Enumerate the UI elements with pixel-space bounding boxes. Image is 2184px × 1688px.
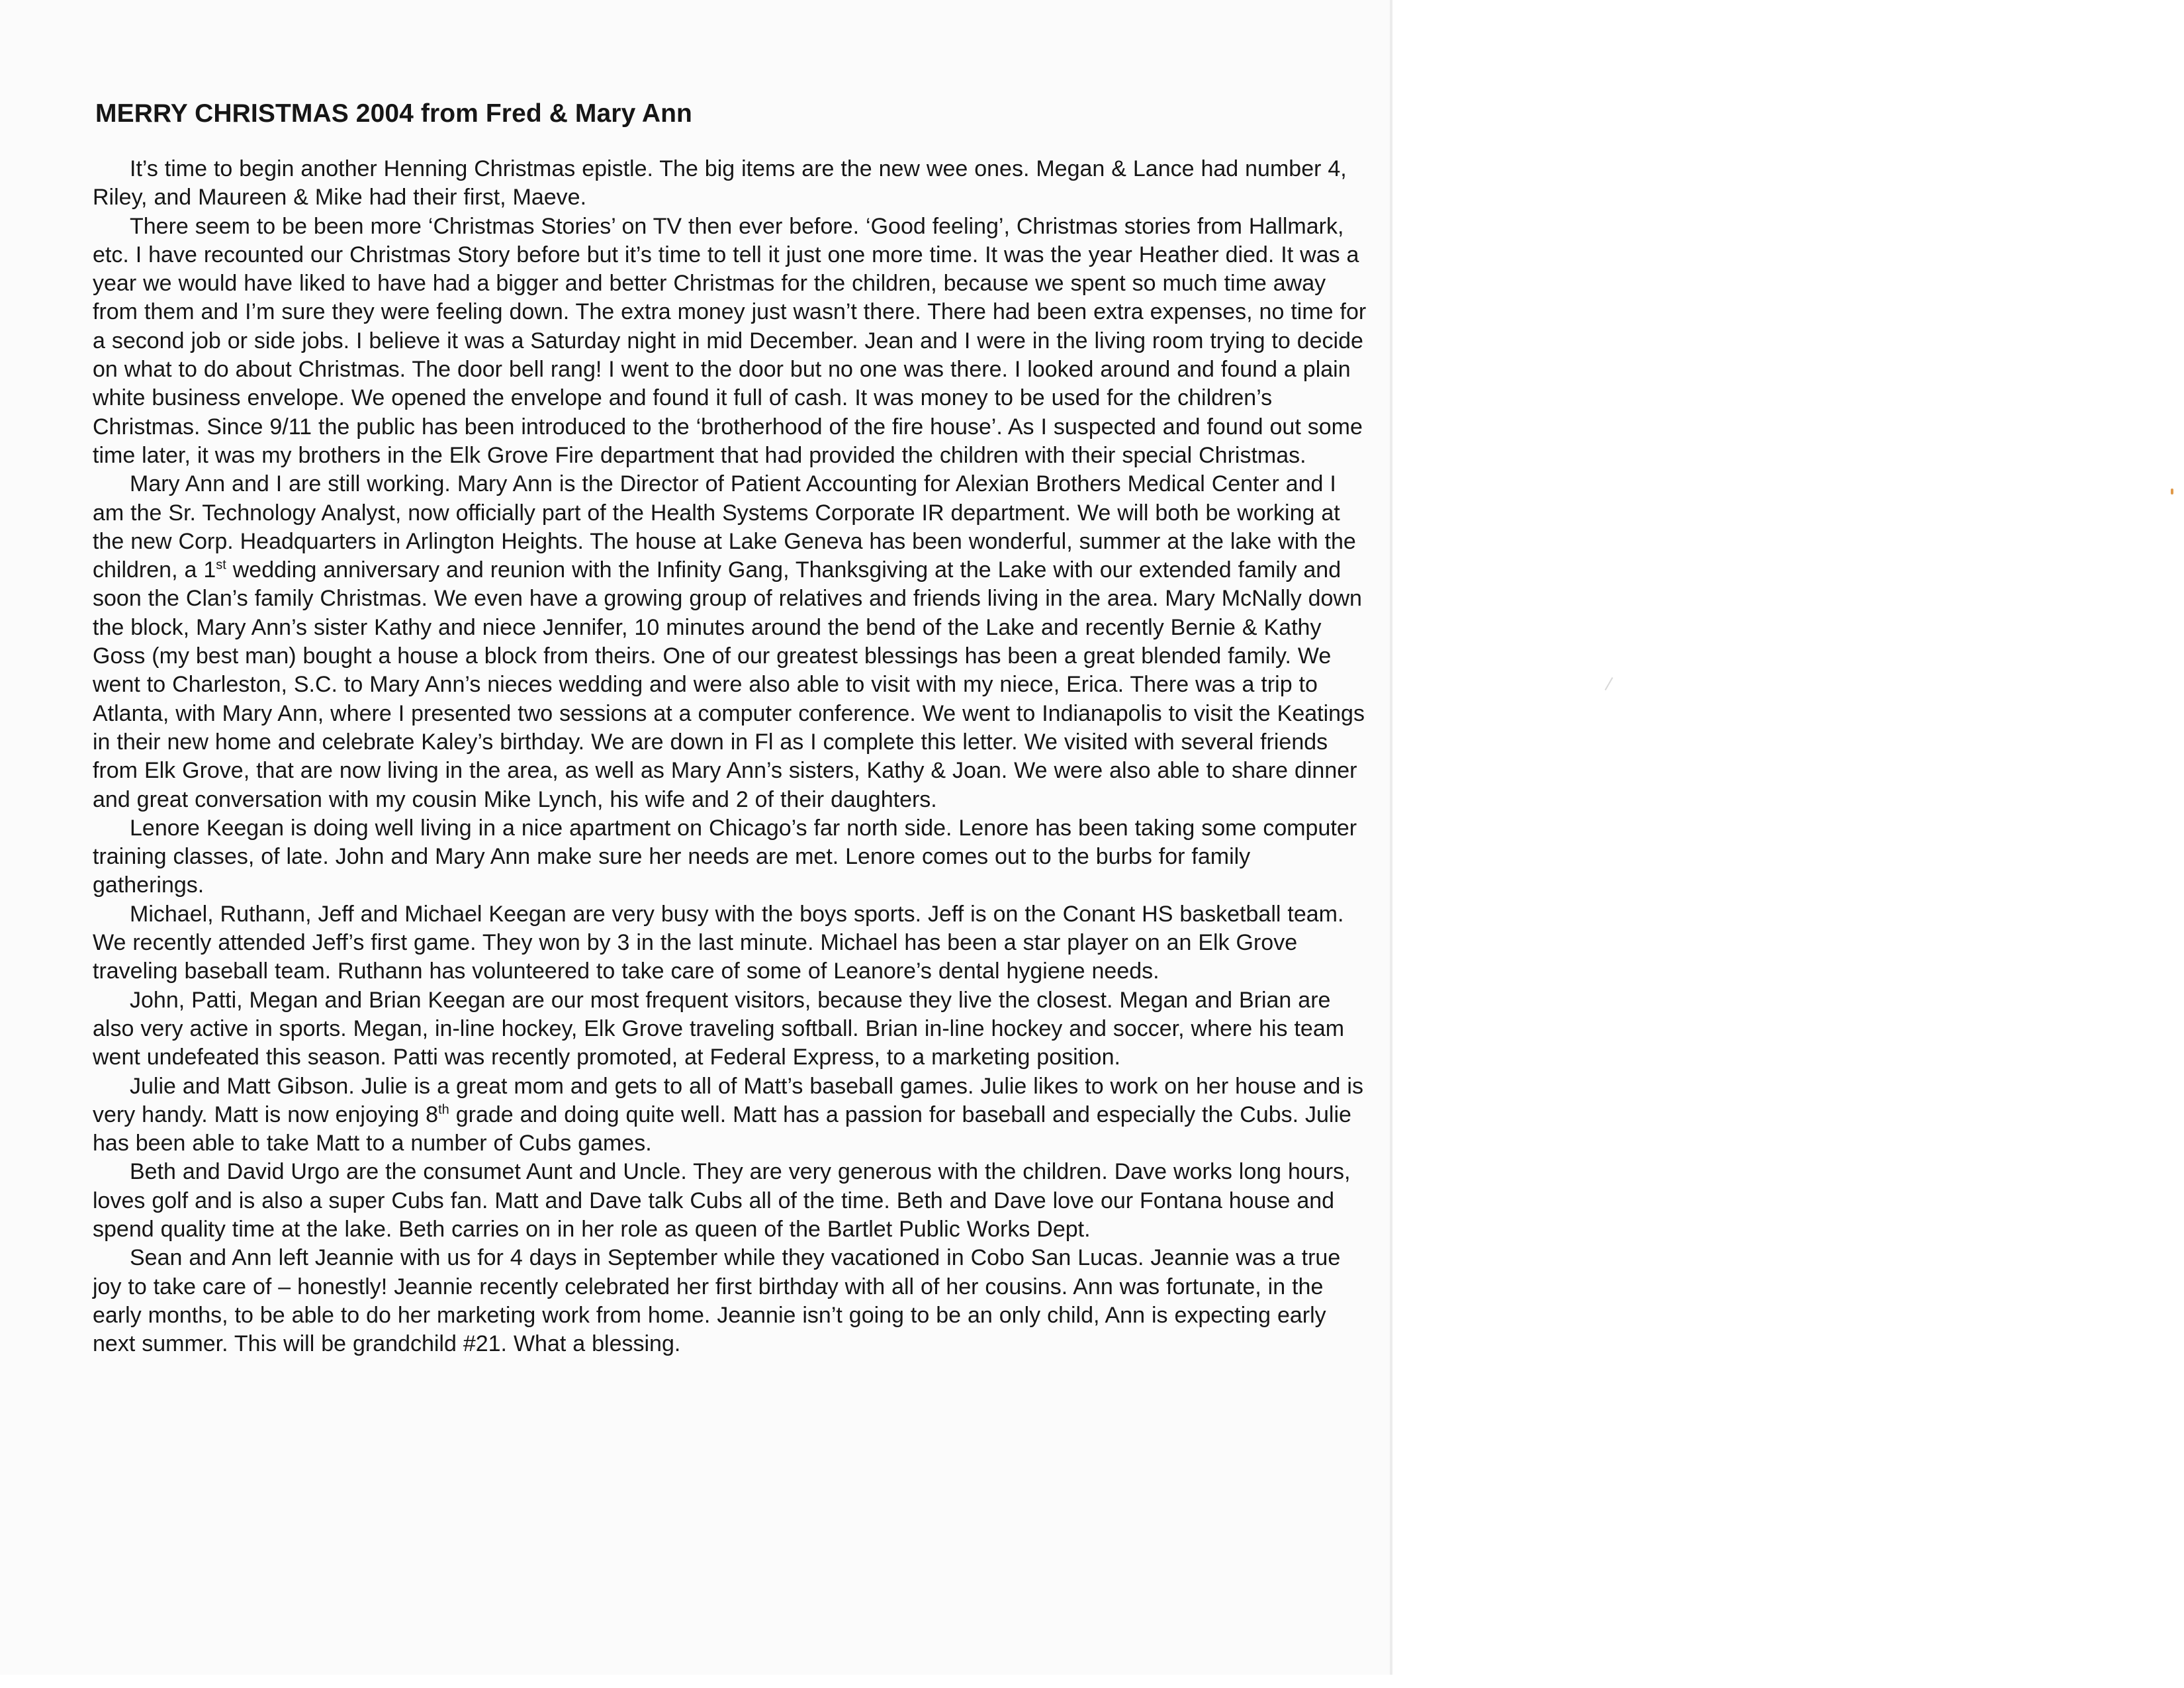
- christmas-letter: [93, 98, 1367, 1358]
- scan-speck: [2171, 489, 2173, 494]
- paragraph-text: grade and doing quite well. Matt has a passion for baseball and especially the Cubs. Julie has been able to take Matt to a number of Cubs games.: [93, 1102, 1351, 1156]
- scan-mark: [1605, 677, 1614, 690]
- letter-title: MERRY CHRISTMAS 2004 from Fred & Mary Ann: [95, 99, 692, 128]
- paragraph-julie-matt: [93, 1072, 1367, 1158]
- ordinal-suffix: st: [216, 557, 226, 573]
- ordinal-suffix: th: [438, 1102, 449, 1117]
- paragraph-text: Mary Ann and I are still working. Mary Ann is the Director of Patient Accounting for Alexian Brothers Medical Center and I am the Sr. Technology Analyst, now officially part of the Health Systems Corporate IR department. We will both be working at the new Corp. Headquarters in Arlington Heights. The house at Lake Geneva has been wonderful, summer at the lake with the children, a 1: [93, 471, 1356, 583]
- paragraph-text: Julie and Matt Gibson. Julie is a great mom and gets to all of Matt’s baseball games. Julie likes to work on her house and is very handy. Matt is now enjoying 8: [93, 1073, 1363, 1127]
- paragraph-sean-ann: Sean and Ann left Jeannie with us for 4 days in September while they vacationed in Cobo San Lucas. Jeannie was a true joy to take care of – honestly! Jeannie recently celebrated her first birthday with all of her cousins. Ann was fortunate, in the early months, to be able to do her marketing work from home. Jeannie isn’t going to be an only child, Ann is expecting early next summer. This will be grandchild #21. What a blessing.: [93, 1245, 1341, 1357]
- paragraph-text: wedding anniversary and reunion with the Infinity Gang, Thanksgiving at the Lake with our extended family and soon the Clan’s family Christmas. We even have a growing group of relatives and friends living in the area. Mary McNally down the block, Mary Ann’s sister Kathy and niece Jennifer, 10 minutes around the bend of the Lake and recently Bernie & Kathy Goss (my best man) bought a house a block from theirs. One of our greatest blessings has been a great blended family. We went to Charleston, S.C. to Mary Ann’s nieces wedding and were also able to visit with my niece, Erica. There was a trip to Atlanta, with Mary Ann, where I presented two sessions at a computer conference. We went to Indianapolis to visit the Keatings in their new home and celebrate Kaley’s birthday. We are down in Fl as I complete this letter. We visited with several friends from Elk Grove, that are now living in the area, as well as Mary Ann’s sisters, Kathy & Joan. We were also able to share dinner and great conversation with my cousin Mike Lynch, his wife and 2 of their daughters.: [93, 557, 1365, 812]
- paragraph-beth-david: Beth and David Urgo are the consumet Aunt and Uncle. They are very generous with the children. Dave works long hours, loves golf and is also a super Cubs fan. Matt and Dave talk Cubs all of the time. Beth and Dave love our Fontana house and spend quality time at the lake. Beth carries on in her role as queen of the Bartlet Public Works Dept.: [93, 1159, 1351, 1242]
- paragraph-michael-ruthann: Michael, Ruthann, Jeff and Michael Keegan are very busy with the boys sports. Jeff is on the Conant HS basketball team. We recently attended Jeff’s first game. They won by 3 in the last minute. Michael has been a star player on an Elk Grove traveling baseball team. Ruthann has volunteered to take care of some of Leanore’s dental hygiene needs.: [93, 901, 1344, 984]
- paragraph-lenore: Lenore Keegan is doing well living in a nice apartment on Chicago’s far north side. Lenore has been taking some computer training classes, of late. John and Mary Ann make sure her needs are met. Lenore comes out to the burbs for family gatherings.: [93, 815, 1357, 898]
- paragraph-john-patti: John, Patti, Megan and Brian Keegan are our most frequent visitors, because they live the closest. Megan and Brian are also very active in sports. Megan, in-line hockey, Elk Grove traveling softball. Brian in-line hockey and soccer, where his team went undefeated this season. Patti was recently promoted, at Federal Express, to a marketing position.: [93, 987, 1345, 1070]
- paragraph-work-and-lake: [93, 470, 1367, 814]
- paragraph-christmas-story: There seem to be been more ‘Christmas Stories’ on TV then ever before. ‘Good feeling’, Christmas stories from Hallmark, etc. I have recounted our Christmas Story before but it’s time to tell it just one more time. It was the year Heather died. It was a year we would have liked to have had a bigger and better Christmas for the children, because we spent so much time away from them and I’m sure they were feeling down. The extra money just wasn’t there. There had been extra expenses, no time for a second job or side jobs. I believe it was a Saturday night in mid December. Jean and I were in the living room trying to decide on what to do about Christmas. The door bell rang! I went to the door but no one was there. I looked around and found a plain white business envelope. We opened the envelope and found it full of cash. It was money to be used for the children’s Christmas. Since 9/11 the public has been introduced to the ‘brotherhood of the fire house’. As I suspected and found out some time later, it was my brothers in the Elk Grove Fire department that had provided the children with their special Christmas.: [93, 213, 1367, 468]
- paragraph-new-grandchildren: It’s time to begin another Henning Christmas epistle. The big items are the new wee ones. Megan & Lance had number 4, Riley, and Maureen & Mike had their first, Maeve.: [93, 156, 1347, 211]
